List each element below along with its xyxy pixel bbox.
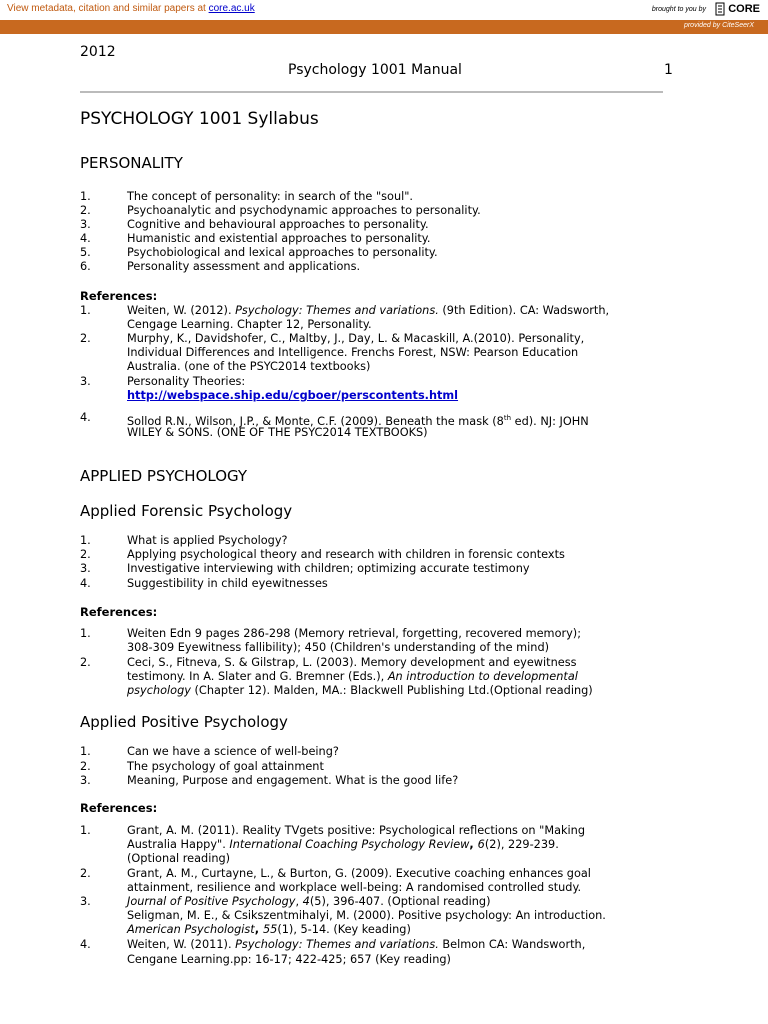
reference-line: Ceci, S., Fitneva, S. & Gilstrap, L. (2003). Memory development and eyewitness xyxy=(127,656,577,669)
reference-line: Grant, A. M. (2011). Reality TVgets positive: Psychological reflections on "Making xyxy=(127,824,586,837)
positive-references-heading: References: xyxy=(80,801,158,815)
reference-line: Journal of Positive Psychology, 4(5), 396-407. (Optional reading) xyxy=(127,895,491,908)
topic-number: 2. xyxy=(80,204,91,217)
reference-line: Weiten Edn 9 pages 286-298 (Memory retrieval, forgetting, recovered memory); xyxy=(127,627,582,640)
header-title: Psychology 1001 Manual xyxy=(288,62,462,78)
forensic-heading: Applied Forensic Psychology xyxy=(80,502,293,520)
reference-line: Australia. (one of the PSYC2014 textbooks) xyxy=(127,360,371,373)
reference-line: Cengage Learning. Chapter 12, Personality. xyxy=(127,318,372,331)
list-item: Meaning, Purpose and engagement. What is the good life? xyxy=(127,774,459,787)
reference-line: attainment, resilience and workplace well-being: A randomised controlled study. xyxy=(127,881,582,894)
reference-line: Australia Happy". International Coaching Psychology Review, 6(2), 229-239. xyxy=(127,838,559,851)
ref-number: 1. xyxy=(80,304,91,317)
reference-line: Cengane Learning.pp: 16-17; 422-425; 657 (Key reading) xyxy=(127,953,451,966)
topic-number: 5. xyxy=(80,246,91,259)
reference-line: Individual Differences and Intelligence. Frenchs Forest, NSW: Pearson Education xyxy=(127,346,579,359)
reference-line: Sollod R.N., Wilson, J.P., & Monte, C.F. (2009). Beneath the mask (8th ed). NJ: JOHN xyxy=(127,414,589,428)
ref-number: 4. xyxy=(80,938,91,951)
brought-to-you-label: brought to you by xyxy=(651,6,706,13)
applied-heading: APPLIED PSYCHOLOGY xyxy=(80,467,248,485)
topic-number: 1. xyxy=(80,534,91,547)
list-item: Suggestibility in child eyewitnesses xyxy=(127,577,328,590)
list-item: Humanistic and existential approaches to personality. xyxy=(127,232,431,245)
ref-number: 3. xyxy=(80,375,91,388)
list-item: Cognitive and behavioural approaches to personality. xyxy=(127,218,429,231)
topic-number: 2. xyxy=(80,760,91,773)
topic-number: 3. xyxy=(80,774,91,787)
list-item: The concept of personality: in search of the "soul". xyxy=(127,190,414,203)
reference-line: Personality Theories: xyxy=(127,375,246,388)
reference-line: testimony. In A. Slater and G. Bremner (Eds.), An introduction to developmental xyxy=(127,670,578,683)
reference-line: Murphy, K., Davidshofer, C., Maltby, J., Day, L. & Macaskill, A.(2010). Personality, xyxy=(127,332,585,345)
list-item: Psychoanalytic and psychodynamic approaches to personality. xyxy=(127,204,481,217)
reference-line: Weiten, W. (2011). Psychology: Themes and variations. Belmon CA: Wandsworth, xyxy=(127,938,586,951)
topic-number: 1. xyxy=(80,745,91,758)
core-banner xyxy=(0,0,768,20)
list-item: Personality assessment and applications. xyxy=(127,260,361,273)
header-year: 2012 xyxy=(80,44,116,60)
topic-number: 3. xyxy=(80,562,91,575)
list-item: Psychobiological and lexical approaches to personality. xyxy=(127,246,438,259)
reference-line: 308-309 Eyewitness fallibility); 450 (Children's understanding of the mind) xyxy=(127,641,550,654)
positive-heading: Applied Positive Psychology xyxy=(80,713,288,731)
header-page-number: 1 xyxy=(664,62,673,78)
topic-number: 4. xyxy=(80,232,91,245)
list-item: Can we have a science of well-being? xyxy=(127,745,339,758)
ref-number: 2. xyxy=(80,332,91,345)
ref-number: 4. xyxy=(80,411,91,424)
reference-line: Grant, A. M., Curtayne, L., & Burton, G. (2009). Executive coaching enhances goal xyxy=(127,867,591,880)
topic-number: 1. xyxy=(80,190,91,203)
topic-number: 6. xyxy=(80,260,91,273)
list-item: The psychology of goal attainment xyxy=(127,760,324,773)
personality-references-heading: References: xyxy=(80,289,158,303)
reference-line: WILEY & SONS. (ONE OF THE PSYC2014 TEXTBOOKS) xyxy=(127,426,428,439)
metadata-notice: View metadata, citation and similar papers at core.ac.uk xyxy=(7,3,255,14)
document-title: PSYCHOLOGY 1001 Syllabus xyxy=(80,109,319,129)
ref-number: 1. xyxy=(80,824,91,837)
header-divider xyxy=(80,91,663,93)
reference-line: Seligman, M. E., & Csikszentmihalyi, M. (2000). Positive psychology: An introduction. xyxy=(127,909,606,922)
list-item: What is applied Psychology? xyxy=(127,534,288,547)
core-link[interactable]: core.ac.uk xyxy=(208,3,255,14)
reference-line: Weiten, W. (2012). Psychology: Themes and variations. (9th Edition). CA: Wadsworth, xyxy=(127,304,610,317)
personality-heading: PERSONALITY xyxy=(80,154,183,172)
ref-number: 2. xyxy=(80,867,91,880)
topic-number: 2. xyxy=(80,548,91,561)
topic-number: 4. xyxy=(80,577,91,590)
ref-number: 3. xyxy=(80,895,91,908)
ref-number: 1. xyxy=(80,627,91,640)
reference-line: psychology (Chapter 12). Malden, MA.: Blackwell Publishing Ltd.(Optional reading) xyxy=(127,684,593,697)
reference-line: American Psychologist, 55(1), 5-14. (Key keading) xyxy=(127,923,411,936)
provided-by-label: provided by CiteSeerX xyxy=(683,22,754,29)
topic-number: 3. xyxy=(80,218,91,231)
core-logo[interactable]: CORE xyxy=(715,2,760,16)
ref-number: 2. xyxy=(80,656,91,669)
personality-theories-link[interactable]: http://webspace.ship.edu/cgboer/perscontents.html xyxy=(127,389,459,402)
forensic-references-heading: References: xyxy=(80,605,158,619)
provider-bar xyxy=(0,20,768,34)
list-item: Applying psychological theory and research with children in forensic contexts xyxy=(127,548,565,561)
list-item: Investigative interviewing with children; optimizing accurate testimony xyxy=(127,562,530,575)
reference-line: (Optional reading) xyxy=(127,852,231,865)
core-logo-icon xyxy=(715,2,725,16)
